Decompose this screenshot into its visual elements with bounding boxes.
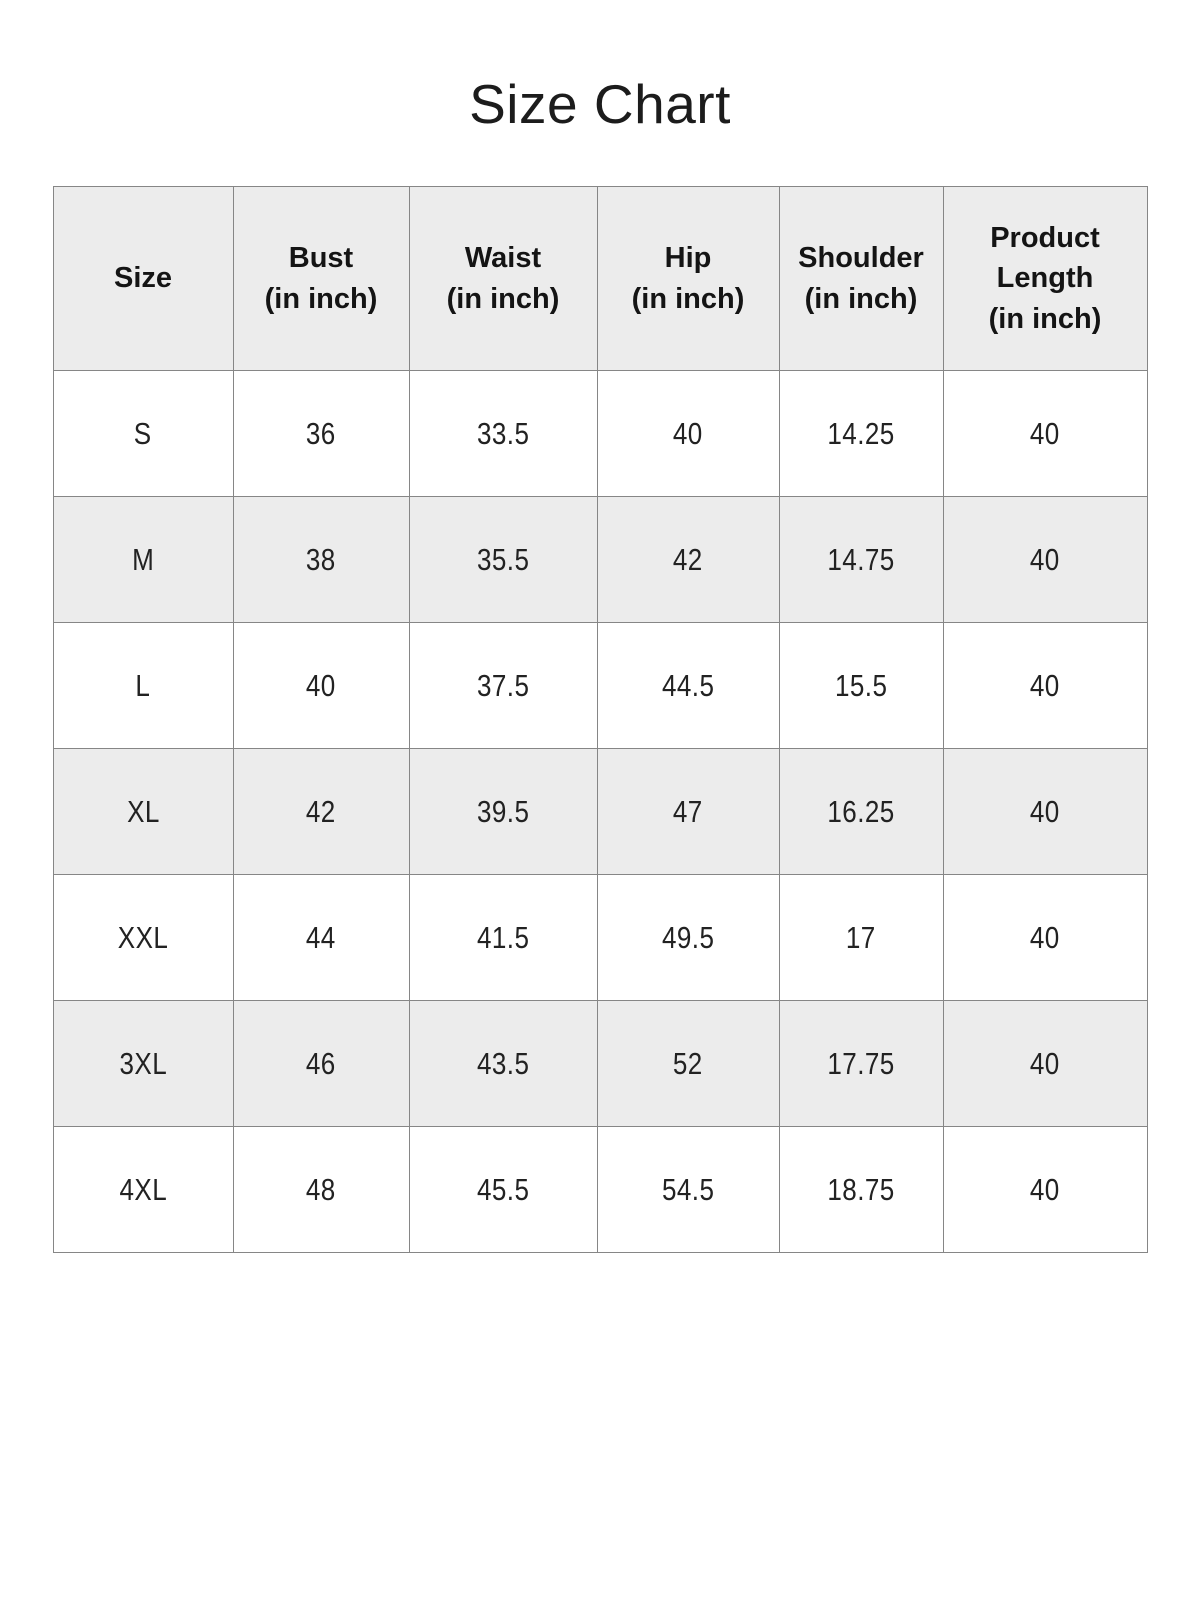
value-cell-bust: 38 [233, 497, 409, 623]
value-cell-shoulder: 14.75 [779, 497, 943, 623]
value-cell-bust: 42 [233, 749, 409, 875]
column-title: Waist [464, 242, 542, 275]
size-cell: M [53, 497, 233, 623]
column-unit: (in inch) [446, 282, 560, 315]
value-cell-bust: 40 [233, 623, 409, 749]
value-cell-product-length: 40 [943, 1127, 1147, 1253]
table-header [53, 187, 1147, 371]
value-cell-shoulder: 16.25 [779, 749, 943, 875]
value-cell-shoulder: 17.75 [779, 1001, 943, 1127]
value-cell-product-length: 40 [943, 1001, 1147, 1127]
column-unit: (in inch) [988, 302, 1102, 335]
table-row-xxl [53, 875, 1147, 1001]
size-cell: 3XL [53, 1001, 233, 1127]
value-cell-waist: 43.5 [409, 1001, 597, 1127]
value-cell-product-length: 40 [943, 875, 1147, 1001]
table-row-4xl [53, 1127, 1147, 1253]
column-title: Size [113, 262, 173, 295]
column-title: Product Length [990, 222, 1100, 295]
size-cell: XL [53, 749, 233, 875]
value-cell-bust: 44 [233, 875, 409, 1001]
column-unit: (in inch) [631, 282, 745, 315]
column-title: Shoulder [798, 242, 924, 275]
column-header-bust [233, 187, 409, 371]
column-header-shoulder [779, 187, 943, 371]
value-cell-bust: 46 [233, 1001, 409, 1127]
value-cell-shoulder: 15.5 [779, 623, 943, 749]
table-row-m [53, 497, 1147, 623]
size-cell: 4XL [53, 1127, 233, 1253]
table-row-s [53, 371, 1147, 497]
header-row [53, 187, 1147, 371]
table-row-l [53, 623, 1147, 749]
value-cell-hip: 52 [597, 1001, 779, 1127]
value-cell-product-length: 40 [943, 371, 1147, 497]
size-cell: L [53, 623, 233, 749]
value-cell-bust: 48 [233, 1127, 409, 1253]
value-cell-waist: 41.5 [409, 875, 597, 1001]
table-row-3xl [53, 1001, 1147, 1127]
size-cell: XXL [53, 875, 233, 1001]
value-cell-hip: 40 [597, 371, 779, 497]
value-cell-waist: 35.5 [409, 497, 597, 623]
value-cell-product-length: 40 [943, 623, 1147, 749]
value-cell-hip: 54.5 [597, 1127, 779, 1253]
column-header-hip [597, 187, 779, 371]
value-cell-waist: 33.5 [409, 371, 597, 497]
column-header-product-length [943, 187, 1147, 371]
column-title: Bust [288, 242, 354, 275]
table-row-xl [53, 749, 1147, 875]
column-title: Hip [664, 242, 712, 275]
column-header-size [53, 187, 233, 371]
column-header-waist [409, 187, 597, 371]
value-cell-product-length: 40 [943, 749, 1147, 875]
value-cell-hip: 44.5 [597, 623, 779, 749]
value-cell-waist: 37.5 [409, 623, 597, 749]
value-cell-shoulder: 17 [779, 875, 943, 1001]
value-cell-bust: 36 [233, 371, 409, 497]
value-cell-hip: 42 [597, 497, 779, 623]
size-chart-table [53, 186, 1148, 1253]
column-unit: (in inch) [804, 282, 918, 315]
column-unit: (in inch) [264, 282, 378, 315]
page-title: Size Chart [469, 73, 731, 135]
value-cell-product-length: 40 [943, 497, 1147, 623]
value-cell-shoulder: 18.75 [779, 1127, 943, 1253]
value-cell-shoulder: 14.25 [779, 371, 943, 497]
value-cell-hip: 47 [597, 749, 779, 875]
value-cell-hip: 49.5 [597, 875, 779, 1001]
value-cell-waist: 39.5 [409, 749, 597, 875]
size-cell: S [53, 371, 233, 497]
value-cell-waist: 45.5 [409, 1127, 597, 1253]
table-body [53, 371, 1147, 1253]
